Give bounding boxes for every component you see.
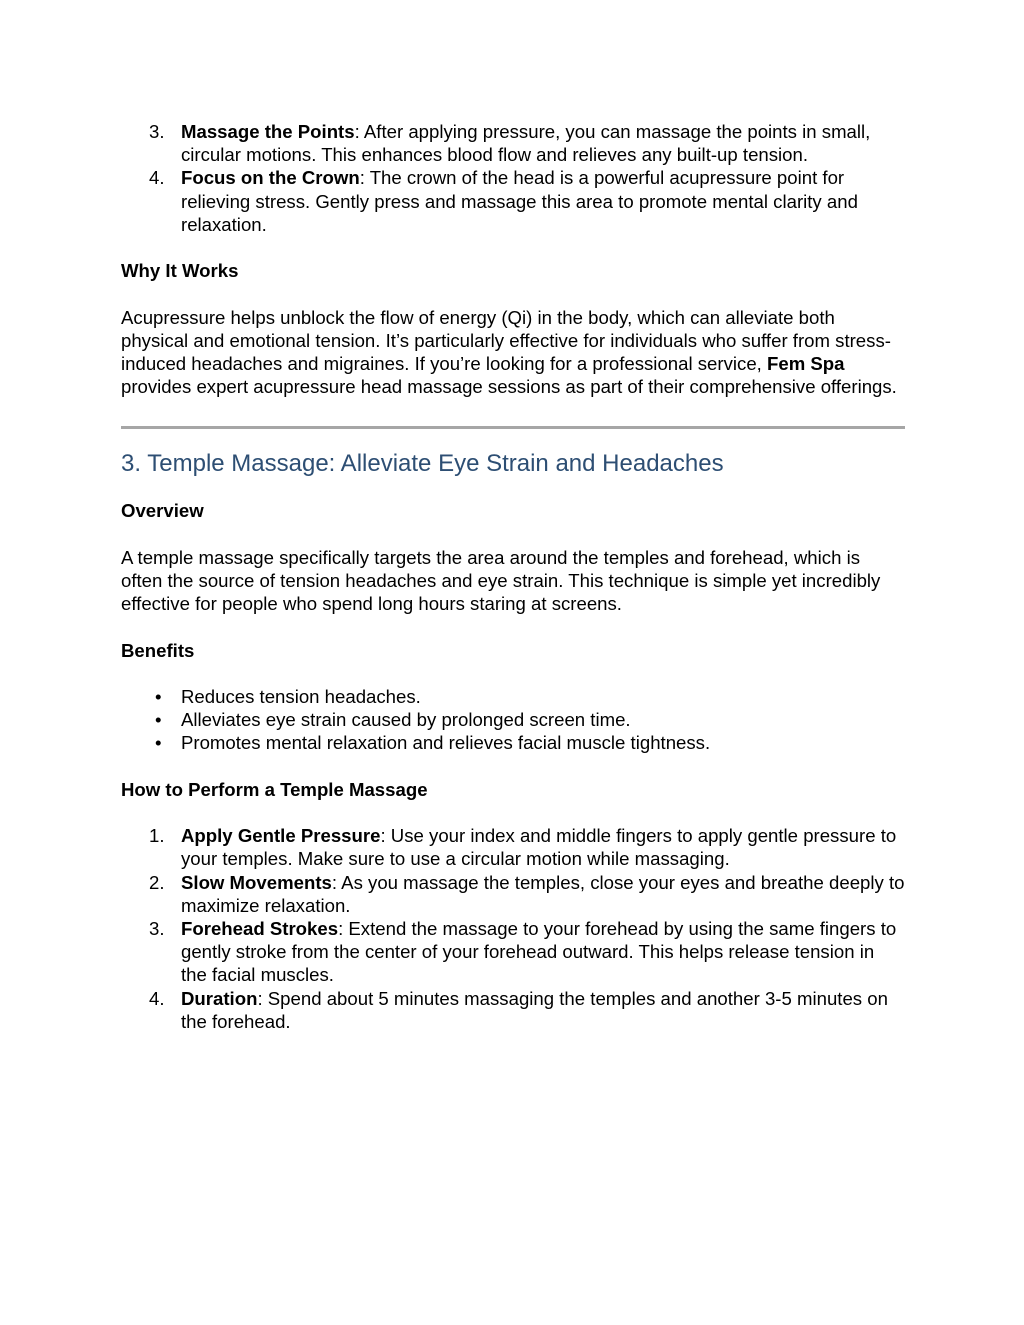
benefits-heading: Benefits [121,639,195,661]
list-number: 4. [149,167,165,189]
list-item [121,120,905,166]
bullet-icon: • [155,685,162,707]
why-it-works-paragraph [121,306,905,399]
list-item [121,987,905,1033]
step-text: : The crown of the head is a powerful acupressure point for relieving stress. Gently press and massage this area to promote mental clarity and relaxation. [181,167,858,235]
step-text: : As you massage the temples, close your eyes and breathe deeply to maximize relaxation. [181,871,905,916]
how-to-heading: How to Perform a Temple Massage [121,778,428,800]
temple-steps-list [121,824,905,1033]
list-item [121,708,905,731]
benefit-text: Alleviates eye strain caused by prolonged screen time. [181,709,631,731]
step-term: Duration [181,987,258,1009]
section-title: 3. Temple Massage: Alleviate Eye Strain and Headaches [121,450,724,478]
section-divider [121,426,905,429]
step-text: : Use your index and middle fingers to apply gentle pressure to your temples. Make sure to use a circular motion while massaging. [181,825,897,870]
overview-heading: Overview [121,500,204,522]
why-text-start: Acupressure helps unblock the flow of energy (Qi) in the body, which can alleviate both physical and emotional tension. It’s particularly effective for individuals who suffer from stress-induced headaches and migraines. If you’re looking for a professional service, [121,306,891,374]
list-item [121,166,905,236]
list-number: 2. [149,871,165,893]
step-term: Forehead Strokes [181,917,339,939]
overview-paragraph: A temple massage specifically targets the area around the temples and forehead, which is often the source of tension headaches and eye strain. This technique is simple yet incredibly effective for people who spend long hours staring at screens. [121,546,881,615]
benefit-text: Reduces tension headaches. [181,685,421,707]
step-text: : Extend the massage to your forehead by using the same fingers to gently stroke from the center of your forehead outward. This helps release tension in the facial muscles. [181,917,897,986]
benefit-text: Promotes mental relaxation and relieves facial muscle tightness. [181,732,711,754]
step-term: Massage the Points [181,121,355,142]
list-number: 3. [149,121,165,142]
acupressure-steps-list [121,120,905,236]
page-content [121,120,905,1033]
step-term: Slow Movements [181,871,332,893]
step-text: : After applying pressure, you can massage the points in small, circular motions. This enhances blood flow and relieves any built-up tension. [181,121,871,166]
brand-name: Fem Spa [767,353,845,374]
benefits-list [121,685,905,755]
why-it-works-heading: Why It Works [121,260,239,282]
bullet-icon: • [155,732,162,754]
list-item [121,685,905,708]
bullet-icon: • [155,709,162,731]
list-item [121,871,905,917]
list-number: 3. [149,917,165,939]
list-item [121,731,905,754]
list-number: 1. [149,825,165,847]
why-text-end: provides expert acupressure head massage sessions as part of their comprehensive offerings. [121,376,897,398]
step-term: Focus on the Crown [181,167,360,189]
list-number: 4. [149,987,165,1009]
step-text: : Spend about 5 minutes massaging the temples and another 3-5 minutes on the forehead. [181,987,888,1032]
list-item [121,917,905,987]
list-item [121,824,905,870]
step-term: Apply Gentle Pressure [181,825,381,847]
